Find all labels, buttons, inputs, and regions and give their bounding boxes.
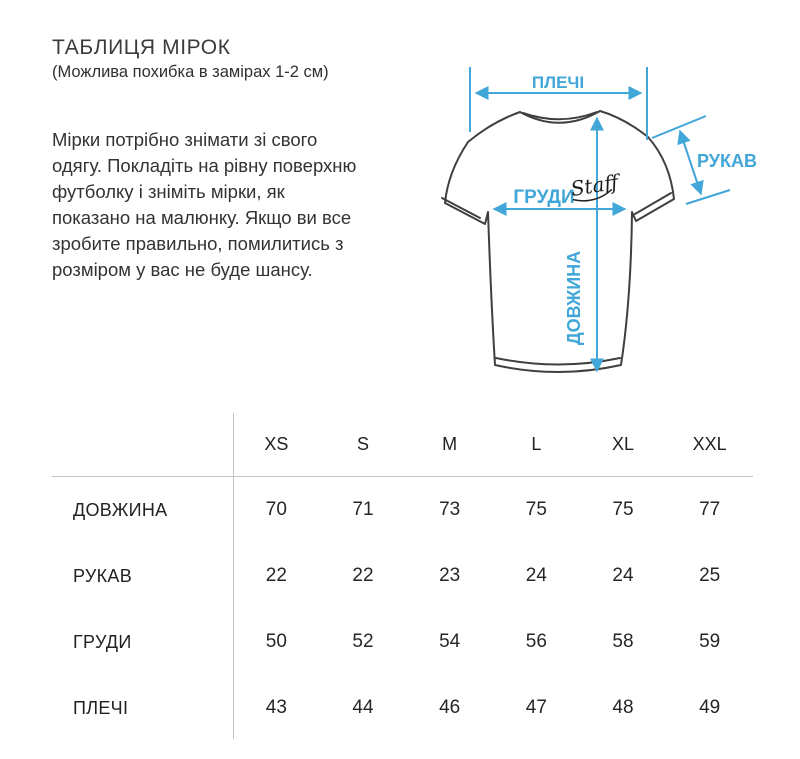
sleeve-label: РУКАВ [697, 151, 757, 171]
instructions-paragraph [52, 127, 422, 283]
cell-sleeve-xxl: 25 [699, 565, 721, 586]
size-table [52, 413, 753, 741]
cell-shoulders-s: 44 [352, 697, 374, 718]
table-vertical-rule [233, 413, 234, 739]
row-label: ГРУДИ [73, 631, 132, 652]
cell-shoulders-xs: 43 [265, 697, 287, 718]
cell-length-l: 75 [525, 499, 547, 520]
instructions-line: зробите правильно, помилитись з [52, 233, 344, 254]
tshirt-diagram-svg [430, 10, 790, 400]
instructions-line: показано на малюнку. Якщо ви все [52, 207, 352, 228]
chest-label: ГРУДИ [513, 187, 575, 208]
sleeve-extent-bottom [686, 190, 730, 204]
cell-chest-xs: 50 [265, 631, 287, 652]
instructions-line: футболку і зніміть мірки, як [52, 181, 285, 202]
column-header-m: M [442, 434, 458, 454]
cell-sleeve-s: 22 [352, 565, 374, 586]
cell-length-s: 71 [352, 499, 374, 520]
cell-sleeve-m: 23 [439, 565, 461, 586]
row-label: РУКАВ [73, 565, 133, 586]
cell-chest-xxl: 59 [699, 631, 721, 652]
page-subtitle: (Можлива похибка в замірах 1-2 см) [52, 63, 329, 81]
table-row-chest [52, 609, 753, 675]
instructions-line: розміром у вас не буде шансу. [52, 259, 313, 280]
column-header-l: L [531, 434, 542, 454]
cell-length-xxl: 77 [699, 499, 721, 520]
brand-logo-text: Staff [569, 169, 621, 201]
row-label: ПЛЕЧІ [73, 697, 129, 718]
cell-chest-s: 52 [352, 631, 374, 652]
cell-length-xs: 70 [265, 499, 287, 520]
size-table-header-row [52, 413, 753, 477]
table-row-sleeve [52, 543, 753, 609]
instructions-line: одягу. Покладіть на рівну поверхню [52, 155, 357, 176]
tshirt-measurement-diagram [430, 10, 790, 400]
cell-shoulders-xl: 48 [612, 697, 634, 718]
instructions-line: Мірки потрібно знімати зі свого [52, 129, 318, 150]
shoulders-label: ПЛЕЧІ [531, 73, 585, 92]
cell-length-m: 73 [439, 499, 461, 520]
sleeve-extent-top [652, 116, 706, 138]
cell-chest-l: 56 [525, 631, 547, 652]
cell-sleeve-xl: 24 [612, 565, 634, 586]
cell-sleeve-l: 24 [525, 565, 547, 586]
cell-shoulders-l: 47 [525, 697, 547, 718]
cell-shoulders-xxl: 49 [699, 697, 721, 718]
column-header-xl: XL [611, 434, 634, 454]
cell-chest-xl: 58 [612, 631, 634, 652]
column-header-xs: XS [264, 434, 289, 454]
length-label: ДОВЖИНА [564, 250, 584, 346]
page-title: ТАБЛИЦЯ МІРОК [52, 36, 231, 59]
cell-length-xl: 75 [612, 499, 634, 520]
column-header-s: S [356, 434, 369, 454]
cell-sleeve-xs: 22 [265, 565, 287, 586]
table-row-length [52, 477, 753, 543]
column-header-xxl: XXL [692, 434, 727, 454]
cell-shoulders-m: 46 [439, 697, 461, 718]
table-row-shoulders [52, 675, 753, 741]
cell-chest-m: 54 [439, 631, 461, 652]
row-label: ДОВЖИНА [73, 499, 168, 520]
tshirt-outline [445, 111, 674, 372]
